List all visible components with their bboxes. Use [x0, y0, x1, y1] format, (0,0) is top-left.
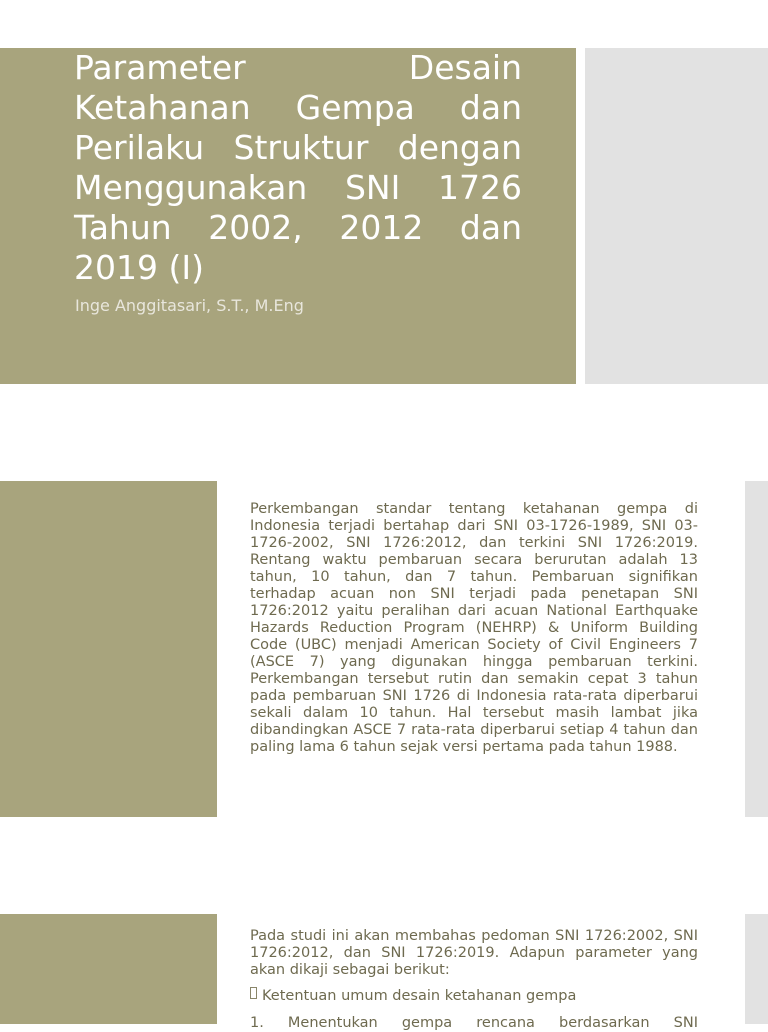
slide-author: Inge Anggitasari, S.T., M.Eng	[75, 296, 304, 315]
bullet-icon	[250, 987, 257, 999]
slide3-intro-text: Pada studi ini akan membahas pedoman SNI 1726:2002, SNI 1726:2012, dan SNI 1726:2019. Adapun parameter yang akan dikaji sebagai berikut:	[250, 928, 698, 978]
slide-title: Parameter Desain Ketahanan Gempa dan Perilaku Struktur dengan Menggunakan SNI 1726 Tahun 2002, 2012 dan 2019 (I)	[74, 48, 522, 287]
slide2-right-panel	[745, 481, 768, 817]
numbered-item: 1. Menentukan gempa rencana berdasarkan SNI	[250, 1015, 698, 1031]
bullet-item-label: Ketentuan umum desain ketahanan gempa	[262, 988, 577, 1004]
slide3-left-panel	[0, 914, 217, 1024]
bullet-item	[250, 988, 698, 1005]
slide2-body-text: Perkembangan standar tentang ketahanan gempa di Indonesia terjadi bertahap dari SNI 03-1726-1989, SNI 03-1726-2002, SNI 1726:2012, dan terkini SNI 1726:2019. Rentang waktu pembaruan secara berurutan adalah 13 tahun, 10 tahun, dan 7 tahun. Pembaruan signifikan terhadap acuan non SNI terjadi pada penetapan SNI 1726:2012 yaitu peralihan dari acuan National Earthquake Hazards Reduction Program (NEHRP) & Uniform Building Code (UBC) menjadi American Society of Civil Engineers 7 (ASCE 7) yang digunakan hingga pembaruan terkini. Perkembangan tersebut rutin dan semakin cepat 3 tahun pada pembaruan SNI 1726 di Indonesia rata-rata diperbarui sekali dalam 10 tahun. Hal tersebut masih lambat jika dibandingkan ASCE 7 rata-rata diperbarui setiap 4 tahun dan paling lama 6 tahun sejak versi pertama pada tahun 1988.	[250, 501, 698, 755]
title-slide-side-panel	[585, 48, 768, 384]
slide3-right-panel	[745, 914, 768, 1024]
slide2-left-panel	[0, 481, 217, 817]
